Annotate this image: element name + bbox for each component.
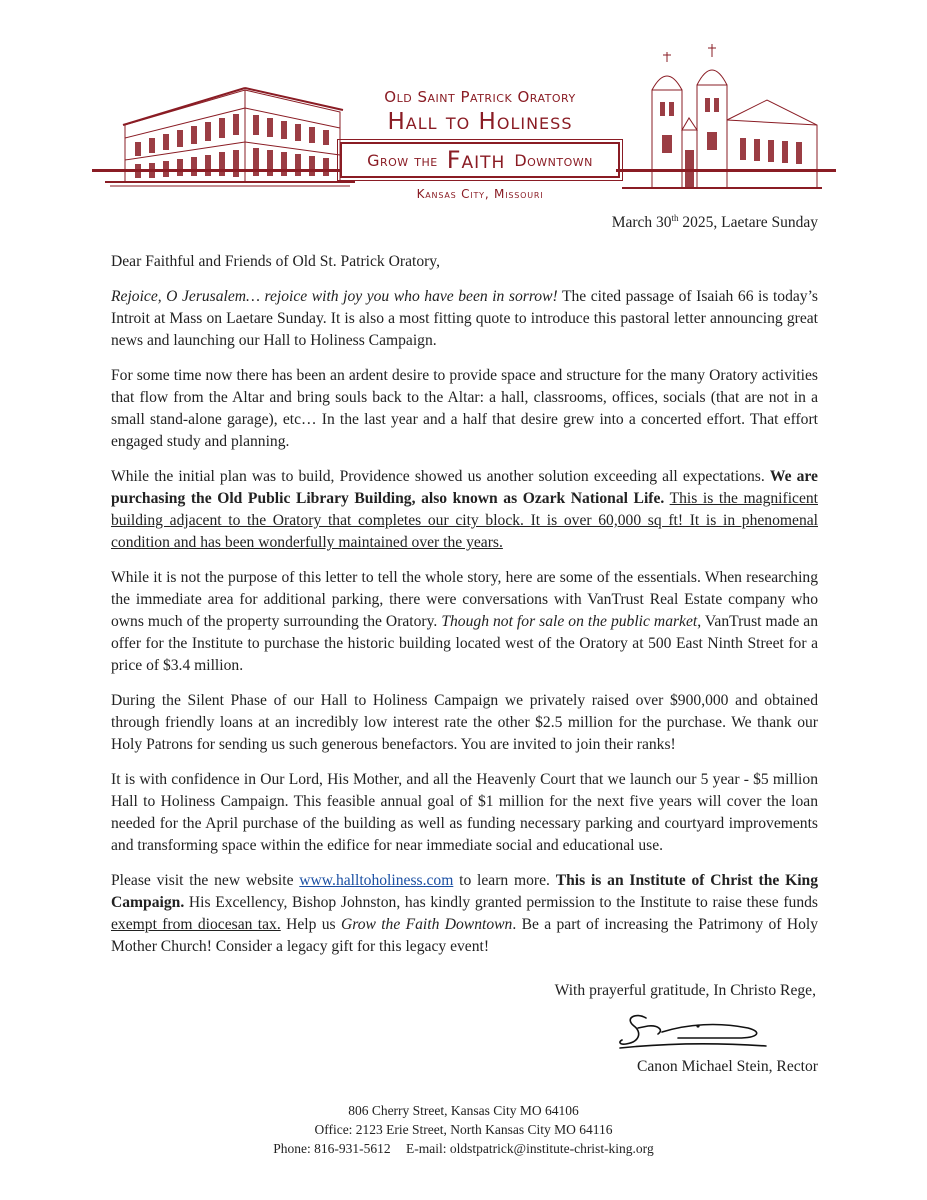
oratory-name: Old Saint Patrick Oratory bbox=[384, 88, 576, 106]
banner-word-1: Grow the bbox=[367, 150, 438, 170]
footer bbox=[0, 1101, 927, 1158]
paragraph-1 bbox=[111, 286, 818, 352]
paragraph-4-italic: Though not for sale on the public market bbox=[441, 613, 698, 630]
letterhead-city: Kansas City, Missouri bbox=[416, 187, 544, 201]
campaign-title: Hall to Holiness bbox=[387, 109, 573, 135]
tax-exempt-note: exempt from diocesan tax. bbox=[111, 916, 281, 933]
paragraph-7 bbox=[111, 870, 818, 958]
paragraph-7-text-5: . Be a part of increasing the Patrimony of Holy Mother Church! Consider a legacy gift for this legacy event! bbox=[111, 916, 819, 955]
paragraph-3 bbox=[111, 466, 818, 554]
church-illustration bbox=[622, 40, 822, 190]
paragraph-5: During the Silent Phase of our Hall to Holiness Campaign we privately raised over $900,000 and obtained through friendly loans at an incredibly low interest rate the other $2.5 million for the purchase. We thank our Holy Patrons for sending us such generous benefactors. You are invited to join their ranks! bbox=[111, 692, 818, 753]
signer-name: Canon Michael Stein, Rector bbox=[636, 1058, 818, 1075]
letterhead bbox=[0, 0, 927, 215]
salutation: Dear Faithful and Friends of Old St. Patrick Oratory, bbox=[111, 253, 440, 270]
building-description: This is the magnificent building adjacent to the Oratory that completes our city block. It is over 60,000 sq ft! It is in phenomenal condition and has been wonderfully maintained over the years. bbox=[111, 490, 819, 551]
grow-the-faith-italic: Grow the Faith Downtown bbox=[340, 916, 513, 933]
paragraph-4-text: While it is not the purpose of this letter to tell the whole story, here are some of the essentials. When researching the immediate area for additional parking, there were conversations with VanTrust Real Estate company who owns much of the property surrounding the Oratory. bbox=[111, 569, 818, 630]
footer-contact-line bbox=[0, 1139, 927, 1158]
signature-image bbox=[618, 1004, 768, 1054]
paragraph-4-text-2: , VanTrust made an offer for the Institute to purchase the historic building located west of the Oratory at 500 East Ninth Street for a price of $3.4 million. bbox=[111, 613, 818, 674]
date-day: March 30 bbox=[611, 214, 672, 232]
letter-body bbox=[111, 251, 818, 971]
date-rest: 2025, Laetare Sunday bbox=[678, 214, 818, 232]
closing-line: With prayerful gratitude, In Christo Rege, bbox=[554, 982, 816, 999]
paragraph-4 bbox=[111, 567, 818, 677]
paragraph-3-text: While the initial plan was to build, Providence showed us another solution exceeding all expectations. bbox=[111, 468, 770, 485]
banner-word-3: Downtown bbox=[514, 150, 593, 170]
paragraph-7-text-1: Please visit the new website bbox=[111, 872, 300, 889]
paragraph-6: It is with confidence in Our Lord, His Mother, and all the Heavenly Court that we launch our 5 year - $5 million Hall to Holiness Campaign. This feasible annual goal of $1 million for the next five years will cover the loan needed for the April purchase of the building as well as funding necessary parking and courtyard improvements and transforming space within the edifice for near immediate social and educational use. bbox=[111, 771, 818, 854]
introit-quote: Rejoice, O Jerusalem… rejoice with joy you who have been in sorrow! bbox=[111, 288, 558, 305]
paragraph-7-text-2: to learn more. bbox=[453, 872, 556, 889]
campaign-banner bbox=[340, 142, 620, 178]
campaign-statement: This is an Institute of Christ the King Campaign. bbox=[111, 872, 819, 911]
letterhead-rule-left bbox=[92, 169, 342, 172]
paragraph-1-text: The cited passage of Isaiah 66 is today’s Introit at Mass on Laetare Sunday. It is also a most fitting quote to introduce this pastoral letter announcing great news and launching our Hall to Holiness Campaign. bbox=[111, 288, 818, 349]
paragraph-2: For some time now there has been an ardent desire to provide space and structure for the many Oratory activities that flow from the Altar and bring souls back to the Altar: a hall, classrooms, offices, socials (that are not in a small stand-alone garage), etc… In the last year and a half that desire grew into a concerted effort. That effort engaged study and planning. bbox=[111, 367, 818, 450]
letterhead-title-block bbox=[335, 88, 625, 201]
banner-word-2: Faith bbox=[446, 146, 506, 174]
paragraph-7-text-4: Help us bbox=[280, 916, 341, 933]
footer-address-2: Office: 2123 Erie Street, North Kansas City MO 64116 bbox=[314, 1122, 613, 1137]
letter-date bbox=[612, 213, 818, 232]
footer-email: E-mail: oldstpatrick@institute-christ-king.org bbox=[406, 1141, 654, 1156]
paragraph-7-text-3: His Excellency, Bishop Johnston, has kindly granted permission to the Institute to raise these funds bbox=[184, 894, 818, 911]
footer-phone: Phone: 816-931-5612 bbox=[273, 1141, 391, 1156]
date-ordinal: th bbox=[671, 213, 679, 223]
footer-address-1: 806 Cherry Street, Kansas City MO 64106 bbox=[348, 1103, 579, 1118]
purchase-announcement: We are purchasing the Old Public Library Building, also known as Ozark National Life. bbox=[111, 468, 818, 507]
website-link[interactable]: www.halltoholiness.com bbox=[299, 872, 454, 889]
